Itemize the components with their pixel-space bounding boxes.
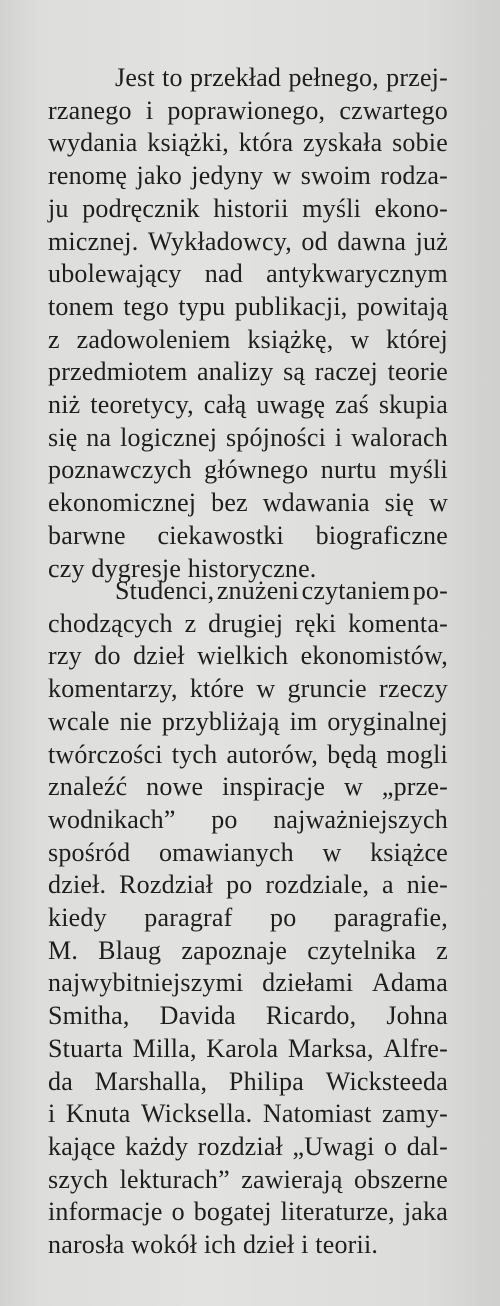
text-line: rzy do dzieł wielkich ekonomistów, bbox=[48, 641, 448, 671]
text-line: czy dygresje historyczne. bbox=[48, 553, 317, 583]
text-line: Studenci, znużeni czytaniem po- bbox=[115, 576, 448, 605]
text-line: tonem tego typu publikacji, powitają bbox=[48, 291, 448, 321]
text-line: poznawczych głównego nurtu myśli bbox=[48, 455, 448, 485]
text-line: niż teoretycy, całą uwagę zaś skupia bbox=[48, 390, 448, 419]
text-line: renomę jako jedyny w swoim rodza- bbox=[48, 161, 448, 191]
text-line: najwybitniejszymi dziełami Adama bbox=[48, 968, 448, 998]
text-line: z zadowoleniem książkę, w której bbox=[48, 324, 448, 354]
text-line: ju podręcznik historii myśli ekono- bbox=[48, 193, 448, 223]
text-line: informacje o bogatej literaturze, jaka bbox=[48, 1197, 448, 1227]
text-line: barwne ciekawostki biograficzne bbox=[48, 520, 448, 550]
text-line: spośród omawianych w książce bbox=[48, 837, 448, 867]
text-line: kające każdy rozdział „Uwagi o dal- bbox=[48, 1131, 448, 1161]
text-line: i Knuta Wicksella. Natomiast zamy- bbox=[48, 1099, 448, 1129]
text-line: da Marshalla, Philipa Wicksteeda bbox=[48, 1066, 448, 1096]
text-line: dzieł. Rozdział po rozdziale, a nie- bbox=[48, 870, 448, 900]
text-line: twórczości tych autorów, będą mogli bbox=[48, 739, 448, 769]
text-line: rzanego i poprawionego, czwartego bbox=[48, 95, 448, 125]
text-line: wodnikach” po najważniejszych bbox=[48, 804, 448, 834]
text-line: micznej. Wykładowcy, od dawna już bbox=[48, 226, 448, 256]
text-line: ekonomicznej bez wdawania się w bbox=[48, 488, 448, 518]
text-line: wcale nie przybliżają im oryginalnej bbox=[48, 706, 448, 736]
text-line: Stuarta Milla, Karola Marksa, Alfre- bbox=[48, 1033, 448, 1063]
text-line: ubolewający nad antykwarycznym bbox=[48, 259, 448, 289]
text-line: szych lekturach” zawierają obszerne bbox=[48, 1164, 448, 1194]
text-line: M. Blaug zapoznaje czytelnika z bbox=[48, 935, 448, 965]
text-line: się na logicznej spójności i walorach bbox=[48, 422, 448, 452]
text-line: chodzących z drugiej ręki komenta- bbox=[48, 608, 448, 638]
text-line: przedmiotem analizy są raczej teorie bbox=[48, 357, 448, 387]
text-line: kiedy paragraf po paragrafie, bbox=[48, 903, 448, 932]
text-line: narosła wokół ich dzieł i teorii. bbox=[48, 1230, 379, 1259]
text-line: komentarzy, które w gruncie rzeczy bbox=[48, 674, 448, 704]
text-line: Jest to przekład pełnego, przej- bbox=[115, 63, 448, 92]
text-line: znaleźć nowe inspiracje w „prze- bbox=[48, 772, 448, 802]
text-line: wydania książki, która zyskała sobie bbox=[48, 128, 448, 158]
text-line: Smitha, Davida Ricardo, Johna bbox=[48, 1001, 448, 1031]
